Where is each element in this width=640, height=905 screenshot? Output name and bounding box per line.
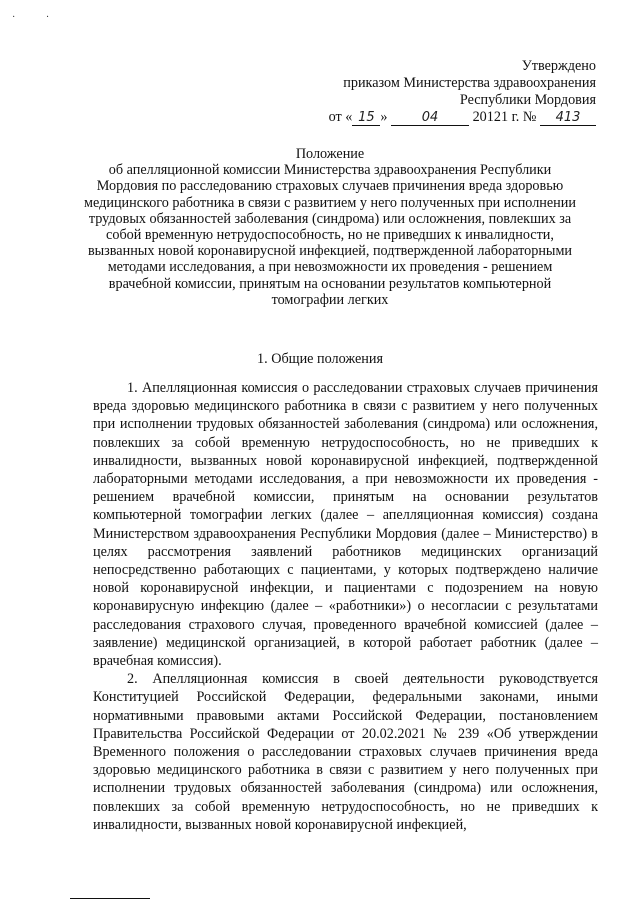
approval-date-line	[329, 109, 596, 126]
date-day-field	[352, 110, 380, 126]
paragraph-1: 1. Апелляционная комиссия о расследовании страховых случаев причинения вреда здоровью медицинского работника в связи с развитием у него полученных при исполнении трудовых обязанностей заболевания (синдрома) или осложнения, повлекших за собой временную нетрудоспособность, но не приведших к инвалидности, вызванных новой коронавирусной инфекцией, подтвержденной лабораторными методами исследования, а при невозможности их проведения - решением врачебной комиссии, принятым на основании результатов компьютерной томографии легких (далее – апелляционная комиссия) создана Министерством здравоохранения Республики Мордовия (далее – Министерство) в целях рассмотрения заявлений работников медицинских организаций непосредственно работающих с пациентами, у которых подтверждено наличие новой коронавирусной инфекции, и пациентами с подозрением на новую коронавирусную инфекцию (далее – «работники») о несогласии с результатами расследования страхового случая, проведенного врачебной комиссией (далее – заявление) медицинской организацией, в которой работает работник (далее – врачебная комиссия).	[93, 380, 598, 670]
date-mid: »	[380, 109, 388, 125]
date-month-field	[391, 110, 469, 126]
section-heading: 1. Общие положения	[257, 351, 383, 367]
footnote-divider	[70, 898, 150, 899]
approval-block	[329, 58, 596, 126]
section-body	[93, 379, 598, 834]
document-title	[80, 146, 580, 308]
handwritten-month: 04	[421, 110, 439, 125]
date-year: 20121 г. №	[472, 109, 537, 125]
approval-line-order: приказом Министерства здравоохранения	[343, 75, 596, 91]
approval-line-region: Республики Мордовия	[459, 92, 596, 108]
handwritten-order-number: 413	[555, 110, 581, 125]
title-heading: Положение	[295, 146, 365, 162]
scan-marks: · ·	[12, 12, 64, 23]
paragraph-2: 2. Апелляционная комиссия в своей деятельности руководствуется Конституцией Российской Федерации, федеральными законами, иными нормативными правовыми актами Российской Федерации, постановлением Правительства Российской Федерации от 20.02.2021 № 239 «Об утверждении Временного положения о расследовании страховых случаев причинения вреда здоровью медицинского работника в связи с развитием у него полученных при исполнении трудовых обязанностей заболевания (синдрома) или осложнения, повлекших за собой временную нетрудоспособность, но не приведших к инвалидности, вызванных новой коронавирусной инфекцией,	[93, 671, 598, 833]
title-subject: об апелляционной комиссии Министерства здравоохранения Республики Мордовия по расследованию страховых случаев причинения вреда здоровью медицинского работника в связи с развитием у него полученных при исполнении трудовых обязанностей заболевания (синдрома) или осложнения, повлекших за собой временную нетрудоспособность, но не приведших к инвалидности, вызванных новой коронавирусной инфекцией, подтвержденной лабораторными методами исследования, а при невозможности их проведения - решением врачебной комиссии, принятым на основании результатов компьютерной томографии легких	[84, 162, 576, 308]
order-number-field	[540, 110, 596, 126]
approval-line-approved: Утверждено	[521, 58, 596, 74]
handwritten-day: 15	[358, 110, 375, 125]
date-prefix: от «	[328, 109, 353, 125]
